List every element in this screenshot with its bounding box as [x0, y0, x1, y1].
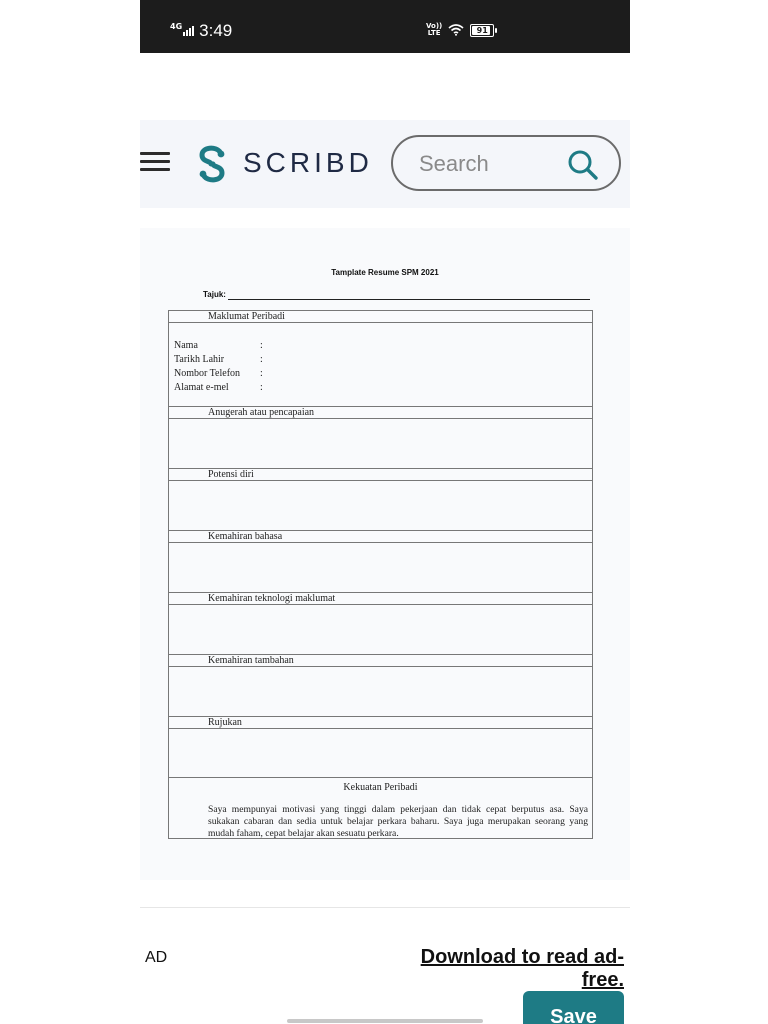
section-kemahiran-tambahan	[169, 654, 592, 667]
section-label: Kemahiran tambahan	[208, 655, 294, 666]
tajuk-line	[203, 290, 590, 300]
hamburger-menu-icon[interactable]	[140, 152, 170, 174]
field-row	[174, 353, 263, 367]
field-row	[174, 381, 263, 395]
app-screen	[140, 0, 630, 1024]
search-box[interactable]	[391, 135, 621, 191]
search-icon[interactable]	[567, 149, 599, 181]
section-label: Kemahiran teknologi maklumat	[208, 593, 336, 604]
field-name: Alamat e-mel	[174, 382, 229, 393]
section-anugerah	[169, 406, 592, 419]
field-name: Nama	[174, 340, 198, 351]
field-row	[174, 367, 263, 381]
volte-line1: Vo))	[426, 22, 443, 30]
personal-fields	[174, 339, 263, 395]
status-left	[170, 21, 232, 41]
document-title: Tamplate Resume SPM 2021	[331, 268, 439, 277]
status-right	[426, 23, 494, 37]
volte-icon	[426, 23, 442, 37]
document-preview[interactable]	[140, 228, 630, 880]
network-type: 4G	[170, 21, 183, 31]
logo-wordmark[interactable]: SCRIBD	[243, 147, 373, 178]
home-indicator[interactable]	[287, 1019, 483, 1023]
field-row	[174, 339, 263, 353]
wifi-icon	[448, 24, 464, 36]
field-separator: :	[260, 382, 263, 393]
download-ad-free-link[interactable]: Download to read ad-free.	[420, 946, 624, 991]
footer-divider	[140, 907, 630, 908]
section-rujukan	[169, 716, 592, 729]
ad-label: AD	[145, 949, 168, 966]
kekuatan-paragraph: Saya mempunyai motivasi yang tinggi dalam pekerjaan dan tidak cepat berputus asa. Saya sukakan cabaran dan sedia untuk belajar perkara baharu. Saya juga merupakan seorang yang mudah faham, cepat belajar akan sesuatu perkara.	[208, 804, 588, 839]
clock: 3:49	[199, 21, 233, 40]
volte-line2: LTE	[427, 29, 441, 37]
section-divider	[169, 777, 592, 778]
battery-icon	[470, 24, 494, 37]
save-button[interactable]: Save	[523, 991, 624, 1024]
tajuk-underline	[228, 299, 590, 300]
field-separator: :	[260, 354, 263, 365]
section-label: Kemahiran bahasa	[208, 531, 283, 542]
section-label: Anugerah atau pencapaian	[208, 407, 315, 418]
status-bar	[140, 0, 630, 53]
site-header	[140, 120, 630, 208]
search-input[interactable]	[417, 149, 561, 179]
section-kemahiran-bahasa	[169, 530, 592, 543]
section-kekuatan-peribadi: Kekuatan Peribadi	[343, 782, 418, 793]
scribd-logo-icon[interactable]	[196, 145, 228, 183]
field-name: Tarikh Lahir	[174, 354, 225, 365]
resume-form-table	[168, 310, 593, 839]
section-maklumat-peribadi	[169, 311, 592, 323]
battery-level: 91	[476, 25, 488, 35]
field-separator: :	[260, 340, 263, 351]
field-separator: :	[260, 368, 263, 379]
section-kemahiran-teknologi	[169, 592, 592, 605]
section-potensi-diri	[169, 468, 592, 481]
field-name: Nombor Telefon	[174, 368, 241, 379]
section-label: Rujukan	[208, 717, 242, 728]
tajuk-label: Tajuk:	[203, 290, 226, 299]
signal-icon	[183, 26, 195, 36]
section-label: Maklumat Peribadi	[208, 311, 285, 322]
section-label: Potensi diri	[208, 469, 254, 480]
